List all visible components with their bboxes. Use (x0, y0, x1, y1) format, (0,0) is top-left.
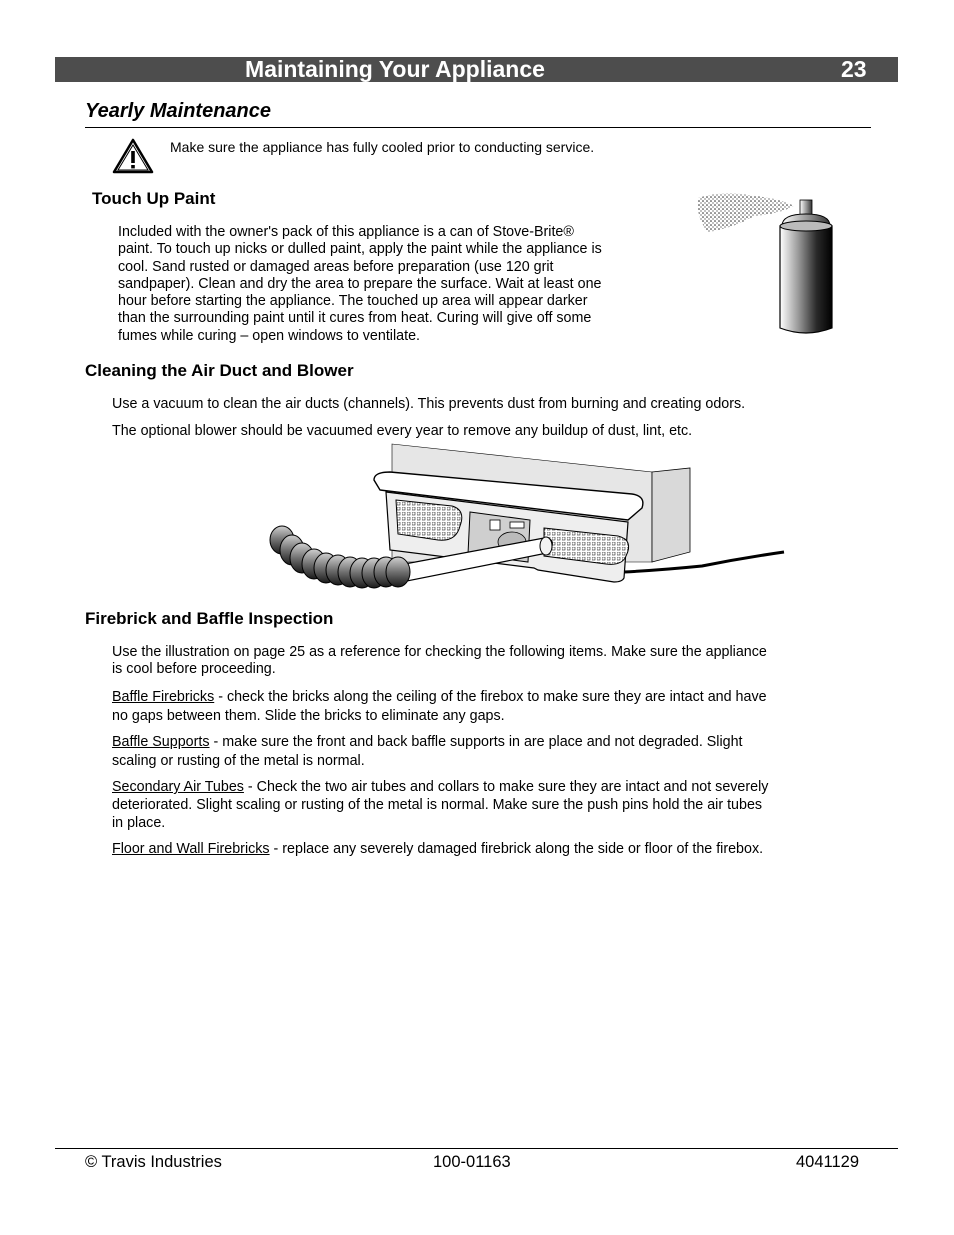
item-text: - make sure the front and back baffle supports in are place and not degraded. Slight (209, 734, 743, 750)
item-label: Baffle Firebricks (112, 689, 215, 705)
paragraph-line: sandpaper). Clean and dry the area to prepare the surface. Wait at least one (118, 275, 602, 292)
paragraph-line: than the surrounding paint until it cures from heat. Curing will give off some (118, 310, 592, 327)
paragraph-line: fumes while curing – open windows to ventilate. (118, 327, 420, 344)
baffle-firebricks-item (112, 688, 852, 725)
vacuum-blower-illustration (262, 442, 792, 592)
paragraph-line: paint. To touch up nicks or dulled paint, apply the paint while the appliance is (118, 241, 602, 258)
item-text: no gaps between them. Slide the bricks to eliminate any gaps. (112, 707, 505, 724)
baffle-supports-item (112, 733, 852, 770)
secondary-air-tubes-item (112, 778, 852, 832)
air-duct-title: Cleaning the Air Duct and Blower (85, 361, 354, 380)
paragraph-line: Use the illustration on page 25 as a reference for checking the following items. Make sure the appliance (112, 644, 767, 660)
item-text: - check the bricks along the ceiling of the firebox to make sure they are intact and have (214, 689, 767, 705)
item-text: scaling or rusting of the metal is normal. (112, 752, 365, 769)
touch-up-paragraph (118, 224, 678, 345)
floor-wall-firebricks-item (112, 841, 852, 858)
footer-divider (55, 1148, 898, 1149)
firebrick-title: Firebrick and Baffle Inspection (85, 609, 334, 628)
item-label: Baffle Supports (112, 734, 210, 750)
footer-code: 4041129 (796, 1153, 860, 1171)
touch-up-title: Touch Up Paint (92, 189, 216, 208)
air-duct-paragraph-2: The optional blower should be vacuumed every year to remove any buildup of dust, lint, etc. (112, 423, 693, 439)
paragraph-line: is cool before proceeding. (112, 661, 276, 678)
paragraph-line: hour before starting the appliance. The touched up area will appear darker (118, 293, 588, 310)
page-number: 23 (841, 56, 867, 82)
item-label: Floor and Wall Firebricks (112, 841, 270, 857)
item-text: in place. (112, 815, 166, 831)
warning-text: Make sure the appliance has fully cooled prior to conducting service. (170, 139, 595, 155)
item-label: Secondary Air Tubes (112, 779, 244, 795)
paragraph-line: cool. Sand rusted or damaged areas before preparation (use 120 grit (118, 258, 554, 275)
section-title: Yearly Maintenance (85, 100, 272, 122)
item-text: deteriorated. Slight scaling or rusting of the metal is normal. Make sure the push pins hold the air tubes (112, 797, 763, 813)
air-duct-paragraph-1: Use a vacuum to clean the air ducts (channels). This prevents dust from burning and creating odors. (112, 396, 746, 412)
item-text: - replace any severely damaged firebrick along the side or floor of the firebox. (269, 841, 764, 857)
warning-icon (112, 138, 154, 174)
footer-doc-number: 100-01163 (433, 1153, 511, 1171)
spray-can-illustration (694, 188, 844, 340)
footer-copyright: © Travis Industries (85, 1153, 222, 1171)
firebrick-intro (112, 644, 852, 679)
header-bar (55, 57, 898, 82)
section-divider (85, 127, 871, 128)
page-title: Maintaining Your Appliance (245, 56, 545, 82)
item-text: - Check the two air tubes and collars to make sure they are intact and not severely (243, 779, 769, 795)
paragraph-line: Included with the owner's pack of this appliance is a can of Stove-Brite® (118, 224, 574, 240)
